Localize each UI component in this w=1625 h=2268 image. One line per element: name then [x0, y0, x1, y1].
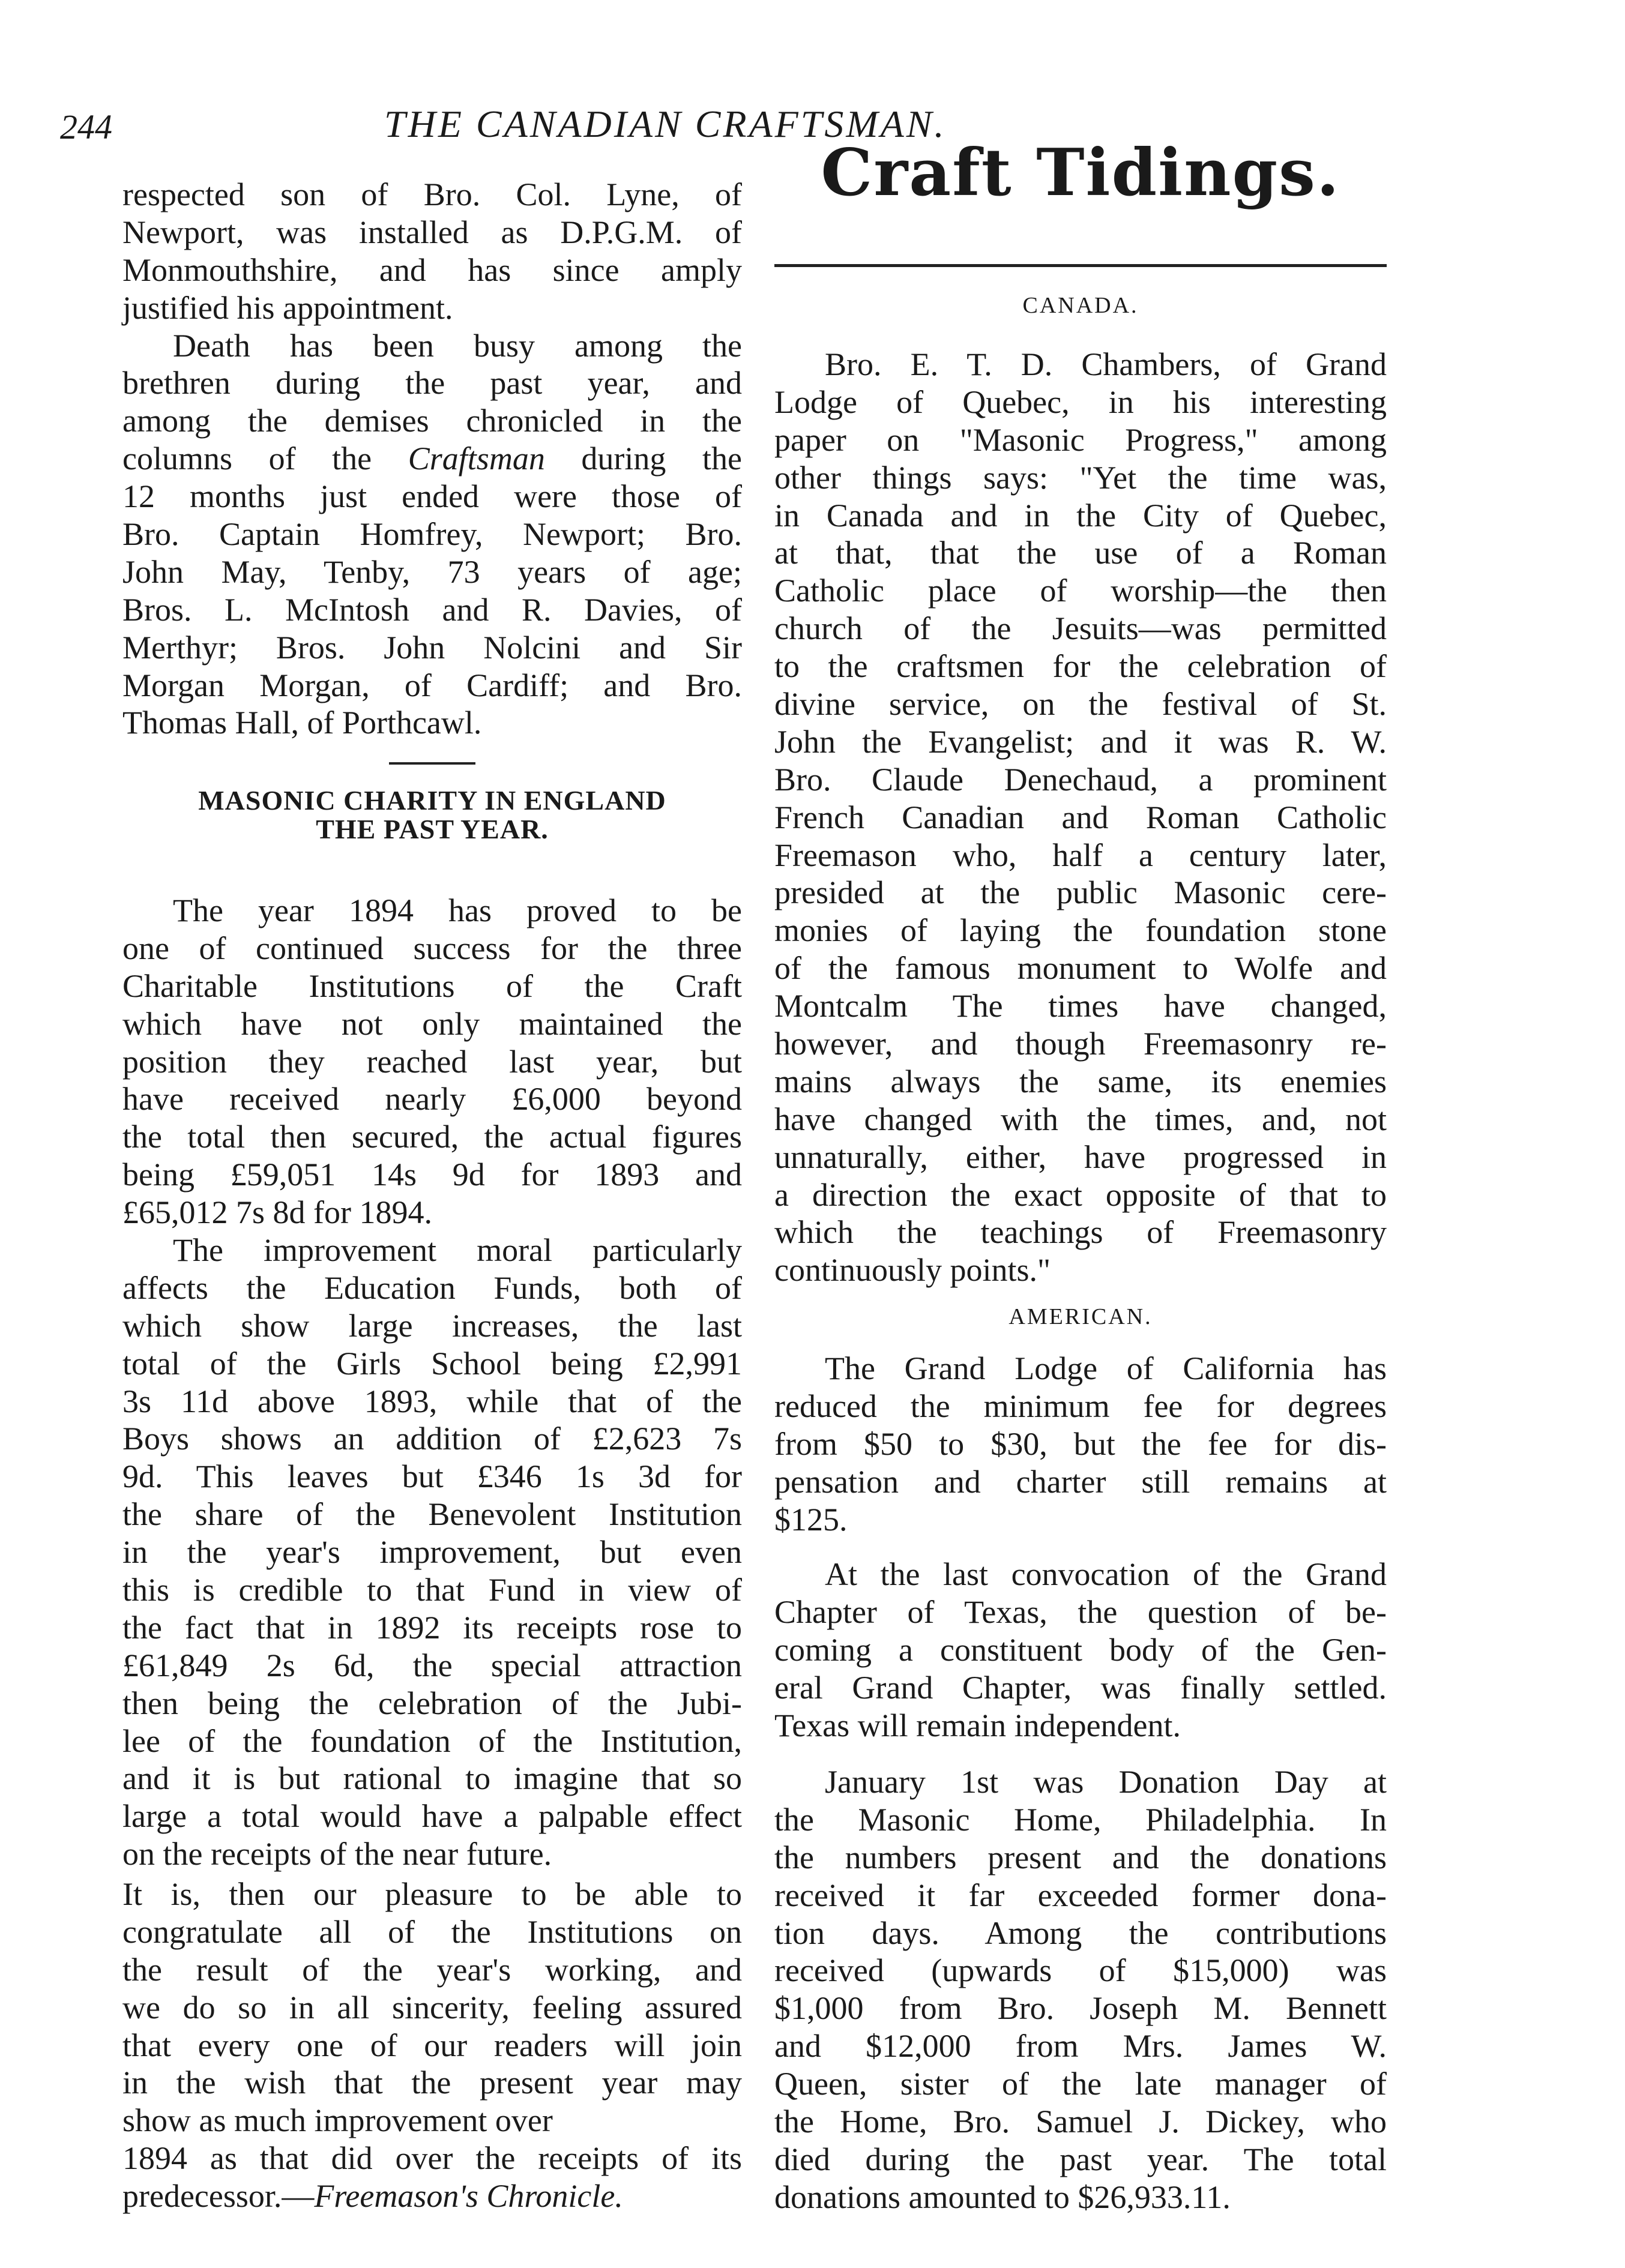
- text-line: on the receipts of the near future.: [122, 1836, 552, 1872]
- text-line: affects the Education Funds, both of: [122, 1269, 742, 1306]
- text-line: continuously points.": [774, 1252, 1051, 1289]
- text-line: among the demises chronicled in the: [122, 403, 742, 439]
- text-line: Catholic place of worship—the then: [774, 573, 1387, 609]
- text-line: this is credible to that Fund in view of: [122, 1572, 742, 1608]
- text-line: a direction the exact opposite of that to: [774, 1176, 1387, 1213]
- text-line: to the craftsmen for the celebration of: [774, 648, 1387, 685]
- text-line: the fact that in 1892 its receipts rose to: [122, 1609, 742, 1646]
- running-title: THE CANADIAN CRAFTSMAN.: [384, 103, 947, 145]
- philadelphia-paragraph: [774, 1763, 1387, 2216]
- text-line: 3s 11d above 1893, while that of the: [122, 1383, 742, 1419]
- text-line: church of the Jesuits—was permitted: [774, 610, 1387, 647]
- california-paragraph: [774, 1350, 1387, 1538]
- text-line: which the teachings of Freemasonry: [774, 1214, 1387, 1251]
- text-line: then being the celebration of the Jubi-: [122, 1685, 742, 1721]
- text-line: have changed with the times, and, not: [774, 1101, 1387, 1137]
- text-line: died during the past year. The total: [774, 2141, 1387, 2177]
- text-line: lee of the foundation of the Institution,: [122, 1722, 742, 1759]
- text-line: total of the Girls School being £2,991: [122, 1345, 742, 1382]
- text-line: pensation and charter still remains at: [774, 1463, 1387, 1500]
- text-line: Newport, was installed as D.P.G.M. of: [122, 214, 742, 250]
- text-line: divine service, on the festival of St.: [774, 686, 1387, 723]
- text-line: position they reached last year, but: [122, 1043, 742, 1080]
- text-line: £61,849 2s 6d, the special attraction: [122, 1647, 742, 1683]
- texas-paragraph: [774, 1556, 1387, 1744]
- american-heading: AMERICAN.: [1008, 1304, 1153, 1329]
- text-line: that every one of our readers will join: [122, 2027, 742, 2063]
- text-line: in the wish that the present year may: [122, 2065, 742, 2101]
- text-line: and it is but rational to imagine that so: [122, 1760, 742, 1797]
- text-line: Merthyr; Bros. John Nolcini and Sir: [122, 629, 742, 666]
- text-line: of the famous monument to Wolfe and: [774, 950, 1387, 987]
- text-line: John the Evangelist; and it was R. W.: [774, 723, 1387, 760]
- text-segment: predecessor.—: [122, 2178, 315, 2215]
- text-line: Bros. L. McIntosh and R. Davies, of: [122, 591, 742, 628]
- text-line: 12 months just ended were those of: [122, 478, 742, 515]
- text-line: 1894 as that did over the receipts of its: [122, 2140, 742, 2177]
- page-number: 244: [60, 107, 112, 146]
- canada-paragraph: [774, 346, 1387, 1289]
- text-line: $1,000 from Bro. Joseph M. Bennett: [774, 1990, 1387, 2027]
- text-line: justified his appointment.: [122, 289, 453, 326]
- text-line: from $50 to $30, but the fee for dis-: [774, 1425, 1387, 1462]
- canada-heading: CANADA.: [1022, 293, 1139, 318]
- text-line: reduced the minimum fee for degrees: [774, 1388, 1387, 1424]
- text-line: Charitable Institutions of the Craft: [122, 967, 742, 1004]
- text-line: Monmouthshire, and has since amply: [122, 251, 742, 288]
- text-line: Bro. E. T. D. Chambers, of Grand: [825, 346, 1387, 382]
- text-line: other things says: "Yet the time was,: [774, 459, 1387, 496]
- text-line: John May, Tenby, 73 years of age;: [122, 553, 742, 590]
- text-line: coming a constituent body of the Gen-: [774, 1631, 1387, 1668]
- text-line: Morgan Morgan, of Cardiff; and Bro.: [122, 667, 742, 703]
- text-line: donations amounted to $26,933.11.: [774, 2179, 1231, 2215]
- text-line: French Canadian and Roman Catholic: [774, 799, 1387, 835]
- text-line: the total then secured, the actual figures: [122, 1119, 742, 1155]
- text-line: 9d. This leaves but £346 1s 3d for: [122, 1458, 742, 1495]
- text-line: the Masonic Home, Philadelphia. In: [774, 1801, 1387, 1838]
- text-line: which show large increases, the last: [122, 1307, 742, 1344]
- text-line: and $12,000 from Mrs. James W.: [774, 2028, 1387, 2065]
- text-line: The year 1894 has proved to be: [173, 892, 742, 928]
- italic-text: Craftsman: [408, 441, 545, 477]
- text-line: the result of the year's working, and: [122, 1951, 742, 1988]
- text-line: being £59,051 14s 9d for 1893 and: [122, 1157, 742, 1193]
- text-line: however, and though Freemasonry re-: [774, 1026, 1387, 1062]
- text-line: received it far exceeded former dona-: [774, 1877, 1387, 1913]
- text-line: eral Grand Chapter, was finally settled.: [774, 1669, 1387, 1706]
- text-line: paper on "Masonic Progress," among: [774, 421, 1387, 458]
- text-segment: columns of the: [122, 441, 408, 477]
- text-line: Boys shows an addition of £2,623 7s: [122, 1421, 742, 1457]
- article-continuation: [122, 176, 742, 742]
- text-line: [122, 2177, 742, 2215]
- text-line: £65,012 7s 8d for 1894.: [122, 1194, 432, 1231]
- section-title: Craft Tidings.: [821, 135, 1340, 211]
- section-divider: [389, 762, 475, 765]
- text-line: Death has been busy among the: [173, 327, 742, 364]
- heading-line: THE PAST YEAR.: [316, 814, 549, 844]
- italic-text: Freemason's Chronicle.: [314, 2178, 623, 2215]
- text-line: respected son of Bro. Col. Lyne, of: [122, 176, 742, 212]
- text-line: the numbers present and the donations: [774, 1839, 1387, 1875]
- text-line: in Canada and in the City of Quebec,: [774, 497, 1387, 534]
- text-line: the share of the Benevolent Institution: [122, 1496, 742, 1533]
- text-line: Texas will remain independent.: [774, 1707, 1181, 1743]
- text-line: at that, that the use of a Roman: [774, 535, 1387, 571]
- article-heading: [122, 786, 742, 844]
- text-line: The improvement moral particularly: [173, 1232, 742, 1269]
- text-line: large a total would have a palpable effect: [122, 1798, 742, 1835]
- text-line: one of continued success for the three: [122, 930, 742, 966]
- text-line: we do so in all sincerity, feeling assured: [122, 1989, 742, 2026]
- article-paragraph: [122, 1875, 742, 2215]
- text-line: January 1st was Donation Day at: [825, 1764, 1387, 1800]
- text-line: $125.: [774, 1501, 848, 1538]
- text-line: Bro. Captain Homfrey, Newport; Bro.: [122, 516, 742, 553]
- text-line: It is, then our pleasure to be able to: [122, 1876, 742, 1912]
- text-line: At the last convocation of the Grand: [825, 1556, 1387, 1592]
- text-line: Bro. Claude Denechaud, a prominent: [774, 761, 1387, 798]
- text-line: received (upwards of $15,000) was: [774, 1952, 1387, 1989]
- text-line: brethren during the past year, and: [122, 365, 742, 402]
- text-line: Montcalm The times have changed,: [774, 988, 1387, 1024]
- text-line: Chapter of Texas, the question of be-: [774, 1593, 1387, 1630]
- text-segment: during the: [544, 441, 742, 477]
- text-line: Queen, sister of the late manager of: [774, 2066, 1387, 2102]
- text-line: unnaturally, either, have progressed in: [774, 1139, 1387, 1175]
- title-rule: [774, 264, 1387, 267]
- text-line: the Home, Bro. Samuel J. Dickey, who: [774, 2104, 1387, 2140]
- text-line: have received nearly £6,000 beyond: [122, 1081, 742, 1117]
- text-line: The Grand Lodge of California has: [825, 1350, 1387, 1386]
- text-line: monies of laying the foundation stone: [774, 912, 1387, 949]
- text-line: Freemason who, half a century later,: [774, 837, 1387, 873]
- text-line: presided at the public Masonic cere-: [774, 874, 1387, 911]
- text-line: which have not only maintained the: [122, 1005, 742, 1042]
- text-line: Thomas Hall, of Porthcawl.: [122, 705, 482, 741]
- text-line: in the year's improvement, but even: [122, 1534, 742, 1571]
- text-line: [122, 440, 742, 478]
- text-line: congratulate all of the Institutions on: [122, 1913, 742, 1950]
- text-line: Lodge of Quebec, in his interesting: [774, 384, 1387, 420]
- text-line: mains always the same, its enemies: [774, 1063, 1387, 1099]
- text-line: show as much improvement over: [122, 2102, 553, 2139]
- heading-line: MASONIC CHARITY IN ENGLAND: [198, 785, 666, 816]
- article-paragraphs: [122, 892, 742, 1873]
- text-line: tion days. Among the contributions: [774, 1915, 1387, 1951]
